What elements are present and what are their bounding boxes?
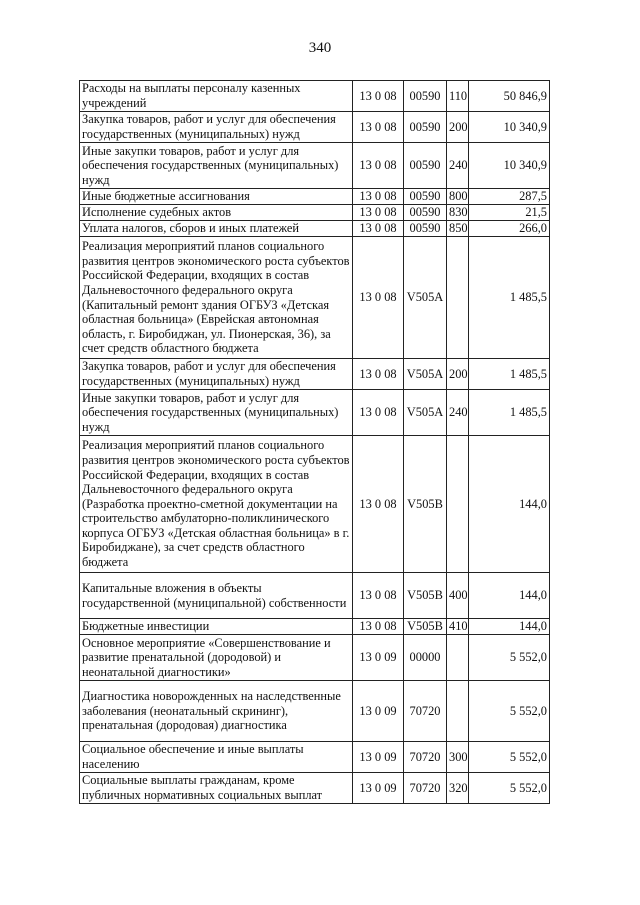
program-code: 13 0 08 bbox=[353, 436, 404, 573]
expense-type: 800 bbox=[447, 189, 469, 205]
table-row bbox=[80, 681, 550, 742]
table-row bbox=[80, 189, 550, 205]
budget-table-body bbox=[80, 81, 550, 804]
expense-type bbox=[447, 681, 469, 742]
row-description: Уплата налогов, сборов и иных платежей bbox=[80, 221, 353, 237]
program-code: 13 0 08 bbox=[353, 205, 404, 221]
expense-type: 850 bbox=[447, 221, 469, 237]
table-row bbox=[80, 205, 550, 221]
target-code: 70720 bbox=[404, 773, 447, 804]
table-row bbox=[80, 773, 550, 804]
expense-type: 200 bbox=[447, 359, 469, 390]
row-description: Реализация мероприятий планов социального развития центров экономического роста субъектов Российской Федерации, входящих в состав Дальневосточного федерального округа (Капитальный ремонт здания ОГБУЗ «Детская областная больница» (Еврейская автономная область, г. Биробиджан, ул. Пионерская, 36), за счет средств областного бюджета bbox=[80, 237, 353, 359]
table-row bbox=[80, 742, 550, 773]
table-row bbox=[80, 221, 550, 237]
amount: 5 552,0 bbox=[469, 742, 550, 773]
expense-type: 200 bbox=[447, 112, 469, 143]
amount: 1 485,5 bbox=[469, 359, 550, 390]
row-description: Иные закупки товаров, работ и услуг для обеспечения государственных (муниципальных) нужд bbox=[80, 143, 353, 189]
expense-type bbox=[447, 635, 469, 681]
amount: 10 340,9 bbox=[469, 112, 550, 143]
table-row bbox=[80, 143, 550, 189]
row-description: Исполнение судебных актов bbox=[80, 205, 353, 221]
target-code: 00590 bbox=[404, 143, 447, 189]
row-description: Основное мероприятие «Совершенствование и развитие пренатальной (дородовой) и неонатальной диагностики» bbox=[80, 635, 353, 681]
program-code: 13 0 08 bbox=[353, 573, 404, 619]
target-code: V505B bbox=[404, 619, 447, 635]
target-code: V505A bbox=[404, 237, 447, 359]
row-description: Капитальные вложения в объекты государственной (муниципальной) собственности bbox=[80, 573, 353, 619]
expense-type: 110 bbox=[447, 81, 469, 112]
expense-type: 320 bbox=[447, 773, 469, 804]
target-code: 00590 bbox=[404, 221, 447, 237]
table-row bbox=[80, 81, 550, 112]
amount: 10 340,9 bbox=[469, 143, 550, 189]
row-description: Закупка товаров, работ и услуг для обеспечения государственных (муниципальных) нужд bbox=[80, 112, 353, 143]
row-description: Закупка товаров, работ и услуг для обеспечения государственных (муниципальных) нужд bbox=[80, 359, 353, 390]
amount: 144,0 bbox=[469, 436, 550, 573]
program-code: 13 0 09 bbox=[353, 681, 404, 742]
table-row bbox=[80, 390, 550, 436]
program-code: 13 0 08 bbox=[353, 112, 404, 143]
program-code: 13 0 08 bbox=[353, 619, 404, 635]
program-code: 13 0 09 bbox=[353, 635, 404, 681]
expense-type: 410 bbox=[447, 619, 469, 635]
table-row bbox=[80, 112, 550, 143]
expense-type bbox=[447, 436, 469, 573]
amount: 21,5 bbox=[469, 205, 550, 221]
row-description: Социальные выплаты гражданам, кроме публичных нормативных социальных выплат bbox=[80, 773, 353, 804]
amount: 266,0 bbox=[469, 221, 550, 237]
target-code: V505B bbox=[404, 573, 447, 619]
amount: 287,5 bbox=[469, 189, 550, 205]
amount: 50 846,9 bbox=[469, 81, 550, 112]
expense-type: 300 bbox=[447, 742, 469, 773]
program-code: 13 0 08 bbox=[353, 390, 404, 436]
table-row bbox=[80, 436, 550, 573]
program-code: 13 0 08 bbox=[353, 189, 404, 205]
row-description: Реализация мероприятий планов социального развития центров экономического роста субъектов Российской Федерации, входящих в состав Дальневосточного федерального округа (Разработка проектно-сметной документации на строительство амбулаторно-поликлинического корпуса ОГБУЗ «Детская областная больница» в г. Биробиджане), за счет средств областного бюджета bbox=[80, 436, 353, 573]
row-description: Иные закупки товаров, работ и услуг для обеспечения государственных (муниципальных) нужд bbox=[80, 390, 353, 436]
expense-type: 240 bbox=[447, 143, 469, 189]
amount: 144,0 bbox=[469, 573, 550, 619]
target-code: V505A bbox=[404, 390, 447, 436]
table-row bbox=[80, 619, 550, 635]
target-code: 00590 bbox=[404, 112, 447, 143]
page-number: 340 bbox=[308, 40, 332, 56]
target-code: 70720 bbox=[404, 681, 447, 742]
table-row bbox=[80, 635, 550, 681]
expense-type: 400 bbox=[447, 573, 469, 619]
target-code: 00590 bbox=[404, 81, 447, 112]
expense-type bbox=[447, 237, 469, 359]
table-row bbox=[80, 359, 550, 390]
program-code: 13 0 08 bbox=[353, 81, 404, 112]
amount: 5 552,0 bbox=[469, 635, 550, 681]
program-code: 13 0 08 bbox=[353, 143, 404, 189]
amount: 5 552,0 bbox=[469, 681, 550, 742]
amount: 1 485,5 bbox=[469, 237, 550, 359]
program-code: 13 0 08 bbox=[353, 359, 404, 390]
expense-type: 240 bbox=[447, 390, 469, 436]
row-description: Расходы на выплаты персоналу казенных учреждений bbox=[80, 81, 353, 112]
amount: 1 485,5 bbox=[469, 390, 550, 436]
amount: 5 552,0 bbox=[469, 773, 550, 804]
budget-table bbox=[79, 80, 550, 804]
row-description: Бюджетные инвестиции bbox=[80, 619, 353, 635]
row-description: Иные бюджетные ассигнования bbox=[80, 189, 353, 205]
target-code: V505A bbox=[404, 359, 447, 390]
row-description: Диагностика новорожденных на наследственные заболевания (неонатальный скрининг), пренатальная (дородовая) диагностика bbox=[80, 681, 353, 742]
target-code: 70720 bbox=[404, 742, 447, 773]
table-row bbox=[80, 573, 550, 619]
expense-type: 830 bbox=[447, 205, 469, 221]
target-code: 00590 bbox=[404, 205, 447, 221]
amount: 144,0 bbox=[469, 619, 550, 635]
program-code: 13 0 08 bbox=[353, 221, 404, 237]
table-row bbox=[80, 237, 550, 359]
program-code: 13 0 09 bbox=[353, 742, 404, 773]
program-code: 13 0 08 bbox=[353, 237, 404, 359]
target-code: 00000 bbox=[404, 635, 447, 681]
target-code: 00590 bbox=[404, 189, 447, 205]
row-description: Социальное обеспечение и иные выплаты населению bbox=[80, 742, 353, 773]
program-code: 13 0 09 bbox=[353, 773, 404, 804]
target-code: V505B bbox=[404, 436, 447, 573]
